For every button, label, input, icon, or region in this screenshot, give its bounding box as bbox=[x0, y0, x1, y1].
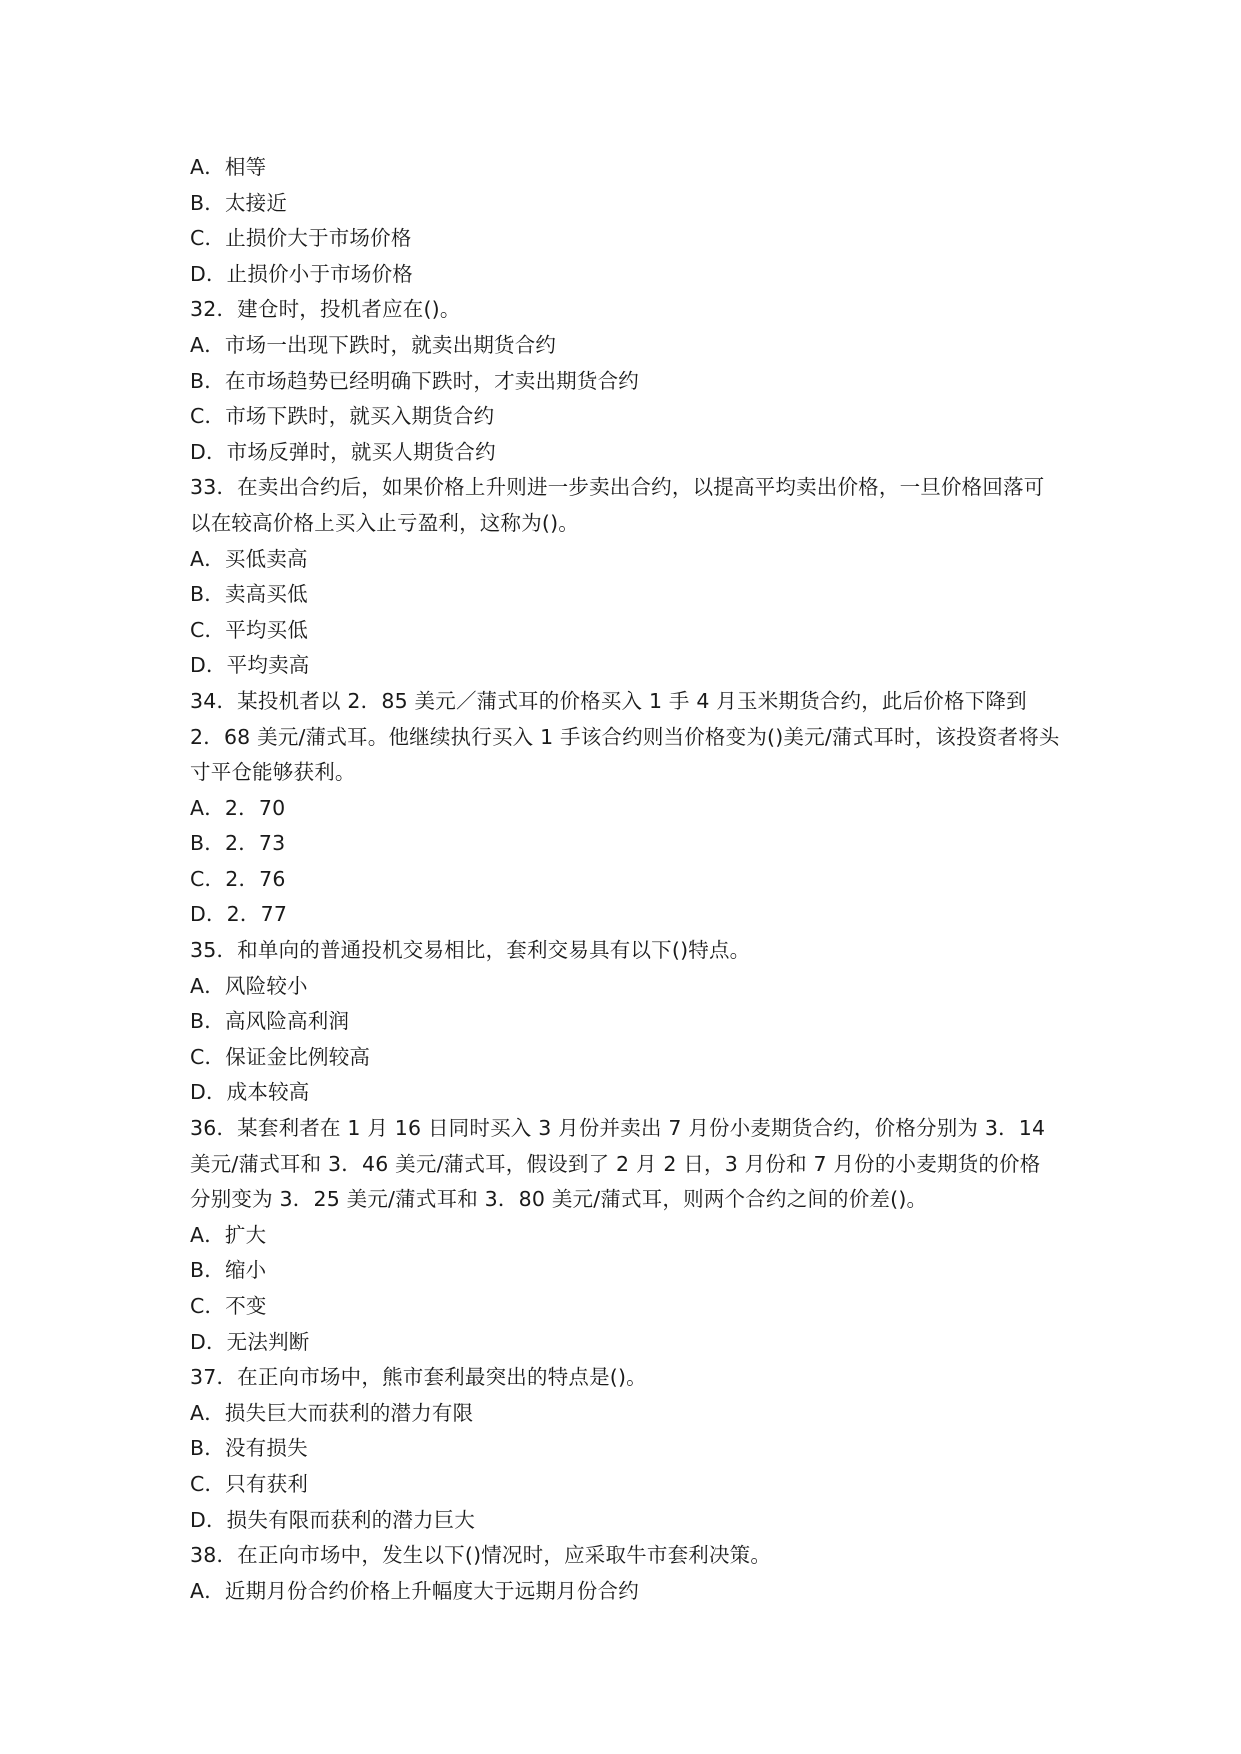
document-body bbox=[190, 150, 1060, 1609]
option-c: C．保证金比例较高 bbox=[190, 1044, 371, 1069]
option-a: A．买低卖高 bbox=[190, 546, 308, 571]
question-32 bbox=[190, 292, 1060, 470]
option-d: D．成本较高 bbox=[190, 1080, 310, 1105]
question-stem: 34．某投机者以 2．85 美元／蒲式耳的价格买入 1 手 4 月玉米期货合约，此后价格下降到 2．68 美元/蒲式耳。他继续执行买入 1 手该合约则当价格变为()美元/蒲式耳时，该投资者将头寸平仓能够获利。 bbox=[190, 688, 1060, 785]
question-stem: 36．某套利者在 1 月 16 日同时买入 3 月份并卖出 7 月份小麦期货合约，价格分别为 3．14 美元/蒲式耳和 3．46 美元/蒲式耳，假设到了 2 月 2 日，3 月份和 7 月份的小麦期货的价格分别变为 3．25 美元/蒲式耳和 3．80 美元/蒲式耳，则两个合约之间的价差()。 bbox=[190, 1116, 1046, 1212]
option-d: D．损失有限而获利的潜力巨大 bbox=[190, 1507, 476, 1532]
question-stem: 38．在正向市场中，发生以下()情况时，应采取牛市套利决策。 bbox=[190, 1543, 772, 1568]
option-b: B．卖高买低 bbox=[190, 582, 308, 607]
option-c: C．止损价大于市场价格 bbox=[190, 226, 412, 251]
option-a: A．市场一出现下跌时，就卖出期货合约 bbox=[190, 332, 557, 357]
option-a: A．2．70 bbox=[190, 795, 286, 820]
option-d: D．市场反弹时，就买人期货合约 bbox=[190, 439, 496, 464]
question-37 bbox=[190, 1360, 1060, 1538]
option-d: D．无法判断 bbox=[190, 1329, 310, 1354]
option-d: D．2．77 bbox=[190, 902, 288, 927]
option-b: B．2．73 bbox=[190, 831, 286, 856]
option-c: C．2．76 bbox=[190, 866, 286, 891]
question-stem: 35．和单向的普通投机交易相比，套利交易具有以下()特点。 bbox=[190, 938, 751, 963]
option-b: B．在市场趋势已经明确下跌时，才卖出期货合约 bbox=[190, 368, 639, 393]
question-stem: 33．在卖出合约后，如果价格上升则进一步卖出合约，以提高平均卖出价格，一旦价格回落可以在较高价格上买入止亏盈利，这称为()。 bbox=[190, 475, 1045, 535]
option-c: C．平均买低 bbox=[190, 617, 309, 642]
question-stem: 37．在正向市场中，熊市套利最突出的特点是()。 bbox=[190, 1365, 647, 1390]
option-a: A．扩大 bbox=[190, 1222, 267, 1247]
option-b: B．太接近 bbox=[190, 190, 288, 215]
option-c: C．市场下跌时，就买入期货合约 bbox=[190, 404, 495, 429]
option-b: B．缩小 bbox=[190, 1258, 267, 1283]
question-36 bbox=[190, 1111, 1060, 1360]
question-38 bbox=[190, 1538, 1060, 1609]
question-33 bbox=[190, 470, 1060, 684]
option-b: B．没有损失 bbox=[190, 1436, 308, 1461]
lead-options bbox=[190, 150, 1060, 292]
option-a: A．近期月份合约价格上升幅度大于远期月份合约 bbox=[190, 1578, 639, 1603]
option-a: A．风险较小 bbox=[190, 973, 308, 998]
option-a: A．相等 bbox=[190, 155, 267, 179]
question-35 bbox=[190, 933, 1060, 1111]
option-b: B．高风险高利润 bbox=[190, 1009, 350, 1034]
option-c: C．只有获利 bbox=[190, 1471, 309, 1496]
question-34 bbox=[190, 684, 1060, 933]
option-d: D．平均卖高 bbox=[190, 653, 310, 678]
option-c: C．不变 bbox=[190, 1294, 267, 1318]
option-a: A．损失巨大而获利的潜力有限 bbox=[190, 1400, 474, 1425]
option-d: D．止损价小于市场价格 bbox=[190, 261, 413, 286]
question-stem: 32．建仓时，投机者应在()。 bbox=[190, 297, 461, 322]
